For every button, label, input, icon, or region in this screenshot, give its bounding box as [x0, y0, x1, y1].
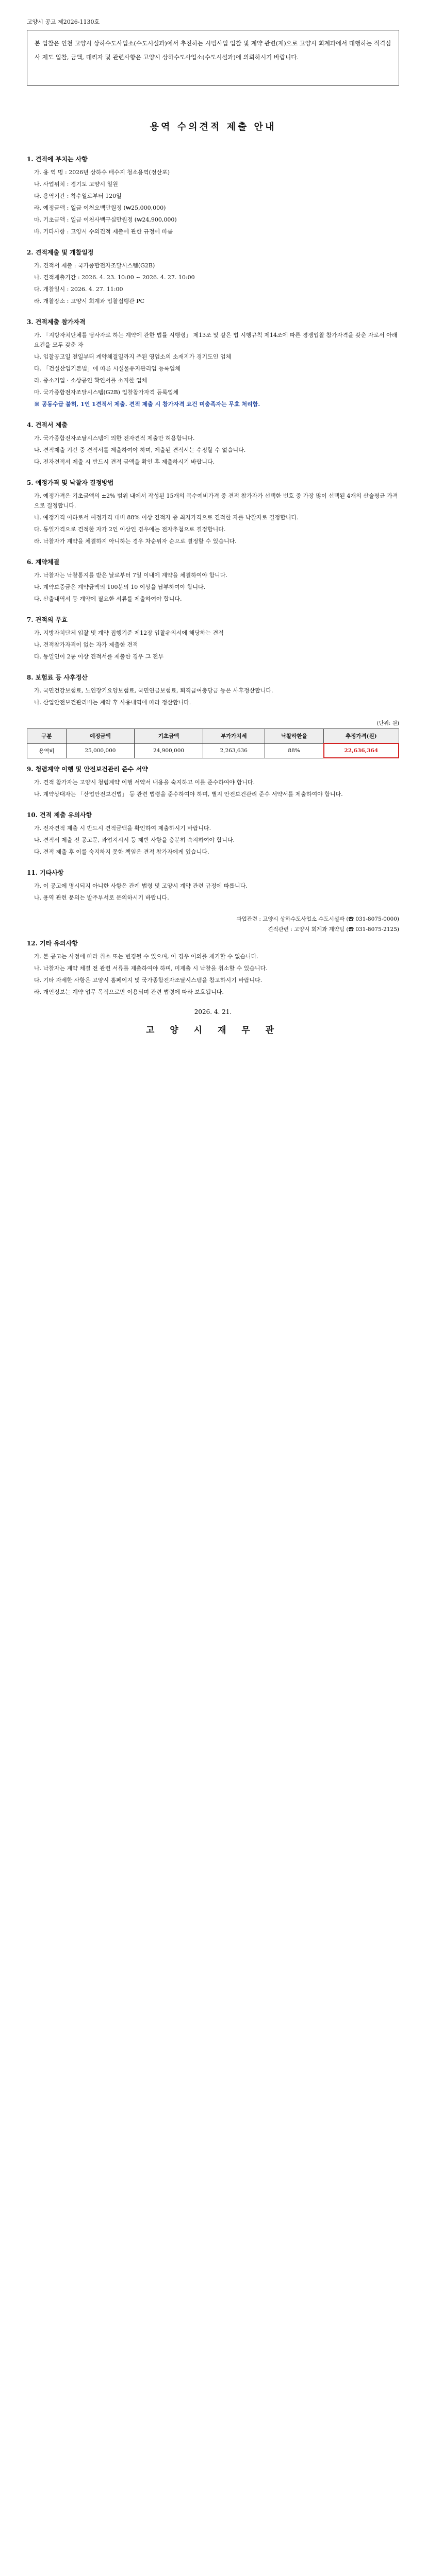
section-line: 가. 예정가격은 기초금액의 ±2% 범위 내에서 작성된 15개의 복수예비가격 중 견적 참가자가 선택한 번호 중 가장 많이 선택된 4개의 산술평균 가격으로 결정합니다. [34, 493, 398, 509]
table-cell: 2,263,636 [203, 743, 265, 758]
section-title: 9. 청렴계약 이행 및 안전보건관리 준수 서약 [27, 766, 148, 773]
notice-section [27, 939, 399, 997]
section-line: 다. 산출내역서 등 계약에 필요한 서류를 제출하여야 합니다. [34, 596, 182, 602]
notice-section [27, 317, 399, 409]
section-line: 나. 예정가격 이하로서 예정가격 대비 88% 이상 견적자 중 최저가격으로 견적한 자를 낙찰자로 결정합니다. [34, 514, 299, 521]
section-line: 다. 견적 제출 후 이를 숙지하지 못한 책임은 견적 참가자에게 있습니다. [34, 849, 209, 855]
section-line: 다. 용역기간 : 착수일로부터 120일 [34, 193, 122, 199]
notice-section [27, 810, 399, 857]
section-line: 라. 낙찰자가 계약을 체결하지 아니하는 경우 차순위자 순으로 결정할 수 있습니다. [34, 538, 237, 545]
table-cell: 24,900,000 [135, 743, 203, 758]
section-line: 마. 기초금액 : 일금 이천사백구십만원정 (₩24,900,000) [34, 216, 177, 223]
table-header-cell: 구분 [27, 729, 67, 744]
contact-line: 과업관련 : 고양시 상하수도사업소 수도시설과 (☎ 031-8075-0000) [236, 916, 399, 922]
contact-info [27, 914, 399, 935]
section-line: 나. 계약보증금은 계약금액의 100분의 10 이상을 납부하여야 합니다. [34, 584, 206, 590]
section-title: 5. 예정가격 및 낙찰자 결정방법 [27, 479, 114, 486]
notice-section [27, 673, 399, 707]
table-cell: 25,000,000 [66, 743, 135, 758]
page-title: 용역 수의견적 제출 안내 [150, 122, 276, 132]
section-line: 나. 견적제출 기간 중 견적서를 제출하여야 하며, 제출된 견적서는 수정할 수 없습니다. [34, 447, 246, 453]
table-header-cell: 예정금액 [66, 729, 135, 744]
table-header-cell: 낙찰하한율 [265, 729, 324, 744]
section-title: 2. 견적제출 및 개찰일정 [27, 249, 94, 256]
notice-number: 고양시 공고 제2026-1130호 [27, 19, 100, 25]
section-title: 1. 견적에 부치는 사항 [27, 156, 88, 163]
table-cell: 22,636,364 [324, 743, 399, 758]
section-line: 나. 산업안전보건관리비는 계약 후 사용내역에 따라 정산합니다. [34, 699, 191, 706]
section-line: 가. 「지방자치단체를 당사자로 하는 계약에 관한 법률 시행령」 제13조 및 같은 법 시행규칙 제14조에 따른 경쟁입찰 참가자격을 갖춘 자로서 아래 요건을 모두 갖춘 자 [34, 332, 398, 348]
section-line: 가. 국민건강보험료, 노인장기요양보험료, 국민연금보험료, 퇴직급여충당금 등은 사후정산합니다. [34, 687, 273, 694]
section-line: 다. 동일가격으로 견적한 자가 2인 이상인 경우에는 전자추첨으로 결정합니다. [34, 526, 226, 533]
section-line: 나. 견적제출기간 : 2026. 4. 23. 10:00 ~ 2026. 4. 27. 10:00 [34, 274, 195, 281]
section-line: 라. 예정금액 : 일금 이천오백만원정 (₩25,000,000) [34, 205, 166, 211]
section-line: 가. 본 공고는 사정에 따라 취소 또는 변경될 수 있으며, 이 경우 이의를 제기할 수 없습니다. [34, 953, 258, 960]
notice-date: 2026. 4. 21. [194, 1008, 232, 1015]
table-header-cell: 부가가치세 [203, 729, 265, 744]
section-line: 다. 개찰일시 : 2026. 4. 27. 11:00 [34, 286, 123, 293]
section-line: 가. 견적 참가자는 고양시 청렴계약 이행 서약서 내용을 숙지하고 이를 준수하여야 합니다. [34, 779, 255, 786]
section-title: 6. 계약체결 [27, 558, 60, 566]
section-title: 10. 견적 제출 유의사항 [27, 811, 92, 819]
table-cell: 용역비 [27, 743, 67, 758]
section-line: 나. 용역 관련 문의는 발주부서로 문의하시기 바랍니다. [34, 894, 169, 901]
section-line: 가. 용 역 명 : 2026년 상하수 배수지 청소용역(정산포) [34, 169, 170, 176]
section-title: 8. 보험료 등 사후정산 [27, 674, 88, 681]
notice-section [27, 248, 399, 306]
section-line: 가. 이 공고에 명시되지 아니한 사항은 관계 법령 및 고양시 계약 관련 규정에 따릅니다. [34, 883, 248, 889]
section-title: 4. 견적서 제출 [27, 421, 68, 429]
section-line: 가. 국가종합전자조달시스템에 의한 전자견적 제출만 허용합니다. [34, 435, 195, 442]
contact-line: 견적관련 : 고양시 회계과 계약팀 (☎ 031-8075-2125) [268, 926, 399, 933]
section-line: 라. 개찰장소 : 고양시 회계과 입찰집행관 PC [34, 298, 145, 304]
section-line: 다. 동일인이 2통 이상 견적서를 제출한 경우 그 전부 [34, 653, 163, 660]
table-header-cell: 추정가격(원) [324, 729, 399, 744]
notice-content [27, 155, 399, 1036]
section-line: 가. 지방자치단체 입찰 및 계약 집행기준 제12장 입찰유의서에 해당하는 견적 [34, 630, 224, 636]
section-line: 나. 계약상대자는 「산업안전보건법」 등 관련 법령을 준수하여야 하며, 별지 안전보건관리 준수 서약서를 제출하여야 합니다. [34, 791, 343, 798]
section-line: 라. 중소기업 · 소상공인 확인서를 소지한 업체 [34, 377, 148, 384]
table-cell: 88% [265, 743, 324, 758]
section-line: 가. 전자견적 제출 시 반드시 견적금액을 확인하여 제출하시기 바랍니다. [34, 825, 211, 832]
section-line: 바. 기타사항 : 고양시 수의견적 제출에 관한 규정에 따름 [34, 228, 173, 235]
section-line: 나. 입찰공고일 전일부터 계약체결일까지 주된 영업소의 소재지가 경기도인 업체 [34, 353, 232, 360]
highlighted-note: ※ 공동수급 불허, 1인 1견적서 제출. 견적 제출 시 참가자격 요건 미충족자는 무효 처리함. [34, 401, 260, 408]
section-line: 나. 견적참가자격이 없는 자가 제출한 견적 [34, 641, 138, 648]
section-line: 마. 국가종합전자조달시스템(G2B) 입찰참가자격 등록업체 [34, 389, 179, 396]
section-line: 나. 낙찰자는 계약 체결 전 관련 서류를 제출하여야 하며, 미제출 시 낙찰을 취소할 수 있습니다. [34, 965, 268, 972]
section-line: 가. 낙찰자는 낙찰통지를 받은 날로부터 7일 이내에 계약을 체결하여야 합니다. [34, 572, 227, 579]
section-title: 3. 견적제출 참가자격 [27, 318, 86, 326]
section-title: 12. 기타 유의사항 [27, 940, 78, 947]
notice-section [27, 765, 399, 799]
notice-section [27, 557, 399, 604]
table-row [27, 743, 399, 758]
notice-section [27, 868, 399, 903]
section-line: 가. 견적서 제출 : 국가종합전자조달시스템(G2B) [34, 262, 155, 269]
section-title: 7. 견적의 무효 [27, 616, 68, 623]
price-table [27, 728, 399, 758]
section-title: 11. 기타사항 [27, 869, 64, 876]
notice-section [27, 155, 399, 236]
section-line: 다. 「건설산업기본법」에 따른 시설물유지관리업 등록업체 [34, 365, 181, 372]
section-line: 다. 기타 자세한 사항은 고양시 홈페이지 및 국가종합전자조달시스템을 참고하시기 바랍니다. [34, 977, 263, 984]
section-line: 라. 개인정보는 계약 업무 목적으로만 이용되며 관련 법령에 따라 보호됩니다. [34, 989, 224, 995]
table-header-cell: 기초금액 [135, 729, 203, 744]
table-caption: (단위: 원) [376, 721, 399, 726]
section-line: 다. 전자견적서 제출 시 반드시 견적 금액을 확인 후 제출하시기 바랍니다. [34, 459, 215, 465]
notice-section [27, 615, 399, 662]
notice-section [27, 420, 399, 467]
issuer: 고 양 시 재 무 관 [145, 1025, 281, 1036]
section-line: 나. 견적서 제출 전 공고문, 과업지시서 등 제반 사항을 충분히 숙지하여야 합니다. [34, 837, 235, 843]
notice-summary-box: 본 입찰은 인천 고양시 상하수도사업소(수도시설과)에서 추진하는 시범사업 입찰 및 계약 관련(재)으로 고양시 회계과에서 대행하는 적격심사 제도 입찰, 금액, 대리자 및 관련사항은 고양시 상하수도사업소(수도시설과)에 의뢰하시기 바랍니다. [27, 30, 399, 86]
notice-section [27, 478, 399, 546]
section-line: 나. 사업위치 : 경기도 고양시 일원 [34, 181, 118, 188]
